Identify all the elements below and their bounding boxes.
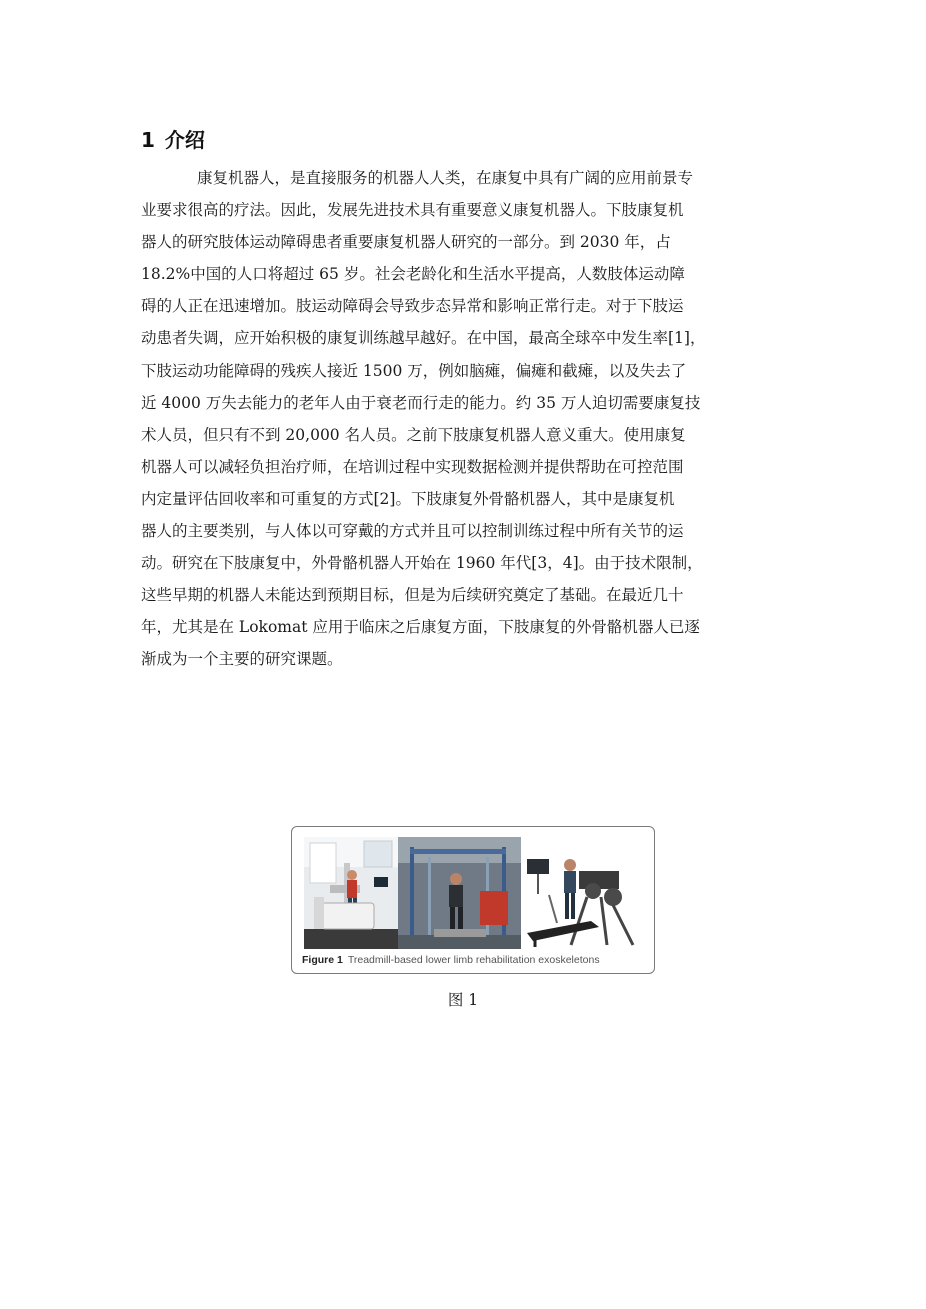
section-title: 介绍 [164, 128, 205, 152]
body-line: 动患者失调，应开始积极的康复训练越早越好。在中国，最高全球卒中发生率[1]， [141, 329, 706, 348]
body-line: 术人员，但只有不到 20,000 名人员。之前下肢康复机器人意义重大。使用康复 [141, 425, 686, 444]
body-line: 18.2%中国的人口将超过 65 岁。社会老龄化和生活水平提高，人数肢体运动障 [141, 265, 685, 284]
figure-1 [291, 826, 655, 974]
figure-photo-clinic-exoskeleton [304, 837, 398, 949]
body-line: 近 4000 万失去能力的老年人由于衰老而行走的能力。约 35 万人迫切需要康复技 [141, 393, 701, 412]
body-line: 器人的主要类别，与人体以可穿戴的方式并且可以控制训练过程中所有关节的运 [141, 522, 684, 541]
body-line: 下肢运动功能障碍的残疾人接近 1500 万，例如脑瘫，偏瘫和截瘫，以及失去了 [141, 361, 687, 380]
body-line: 这些早期的机器人未能达到预期目标，但是为后续研究奠定了基础。在最近几十 [141, 586, 684, 605]
figure-caption [302, 954, 600, 966]
body-line: 碍的人正在迅速增加。肢运动障碍会导致步态异常和影响正常行走。对于下肢运 [141, 297, 684, 316]
body-line: 机器人可以减轻负担治疗师，在培训过程中实现数据检测并提供帮助在可控范围 [141, 457, 684, 476]
body-paragraph [141, 162, 787, 676]
body-line: 业要求很高的疗法。因此，发展先进技术具有重要意义康复机器人。下肢康复机 [141, 201, 684, 220]
section-number: 1 [141, 128, 155, 152]
body-line: 器人的研究肢体运动障碍患者重要康复机器人研究的一部分。到 2030 年，占 [141, 233, 671, 252]
figure-number-label: 图 1 [447, 991, 479, 1009]
body-line: 动。研究在下肢康复中，外骨骼机器人开始在 1960 年代[3，4]。由于技术限制， [141, 554, 703, 573]
figure-caption-label: Figure 1 [302, 954, 343, 966]
body-line: 康复机器人，是直接服务的机器人人类，在康复中具有广阔的应用前景专 [197, 169, 694, 187]
body-line: 内定量评估回收率和可重复的方式[2]。下肢康复外骨骼机器人，其中是康复机 [141, 489, 675, 508]
figure-photo-lab-gait-trainer [398, 837, 521, 949]
body-line: 渐成为一个主要的研究课题。 [141, 650, 343, 669]
body-line: 年，尤其是在 Lokomat 应用于临床之后康复方面，下肢康复的外骨骼机器人已逐 [141, 618, 700, 637]
figure-caption-text: Treadmill-based lower limb rehabilitation exoskeletons [347, 954, 600, 966]
figure-photo-treadmill-exoskeleton [521, 837, 643, 949]
section-heading [141, 124, 205, 153]
